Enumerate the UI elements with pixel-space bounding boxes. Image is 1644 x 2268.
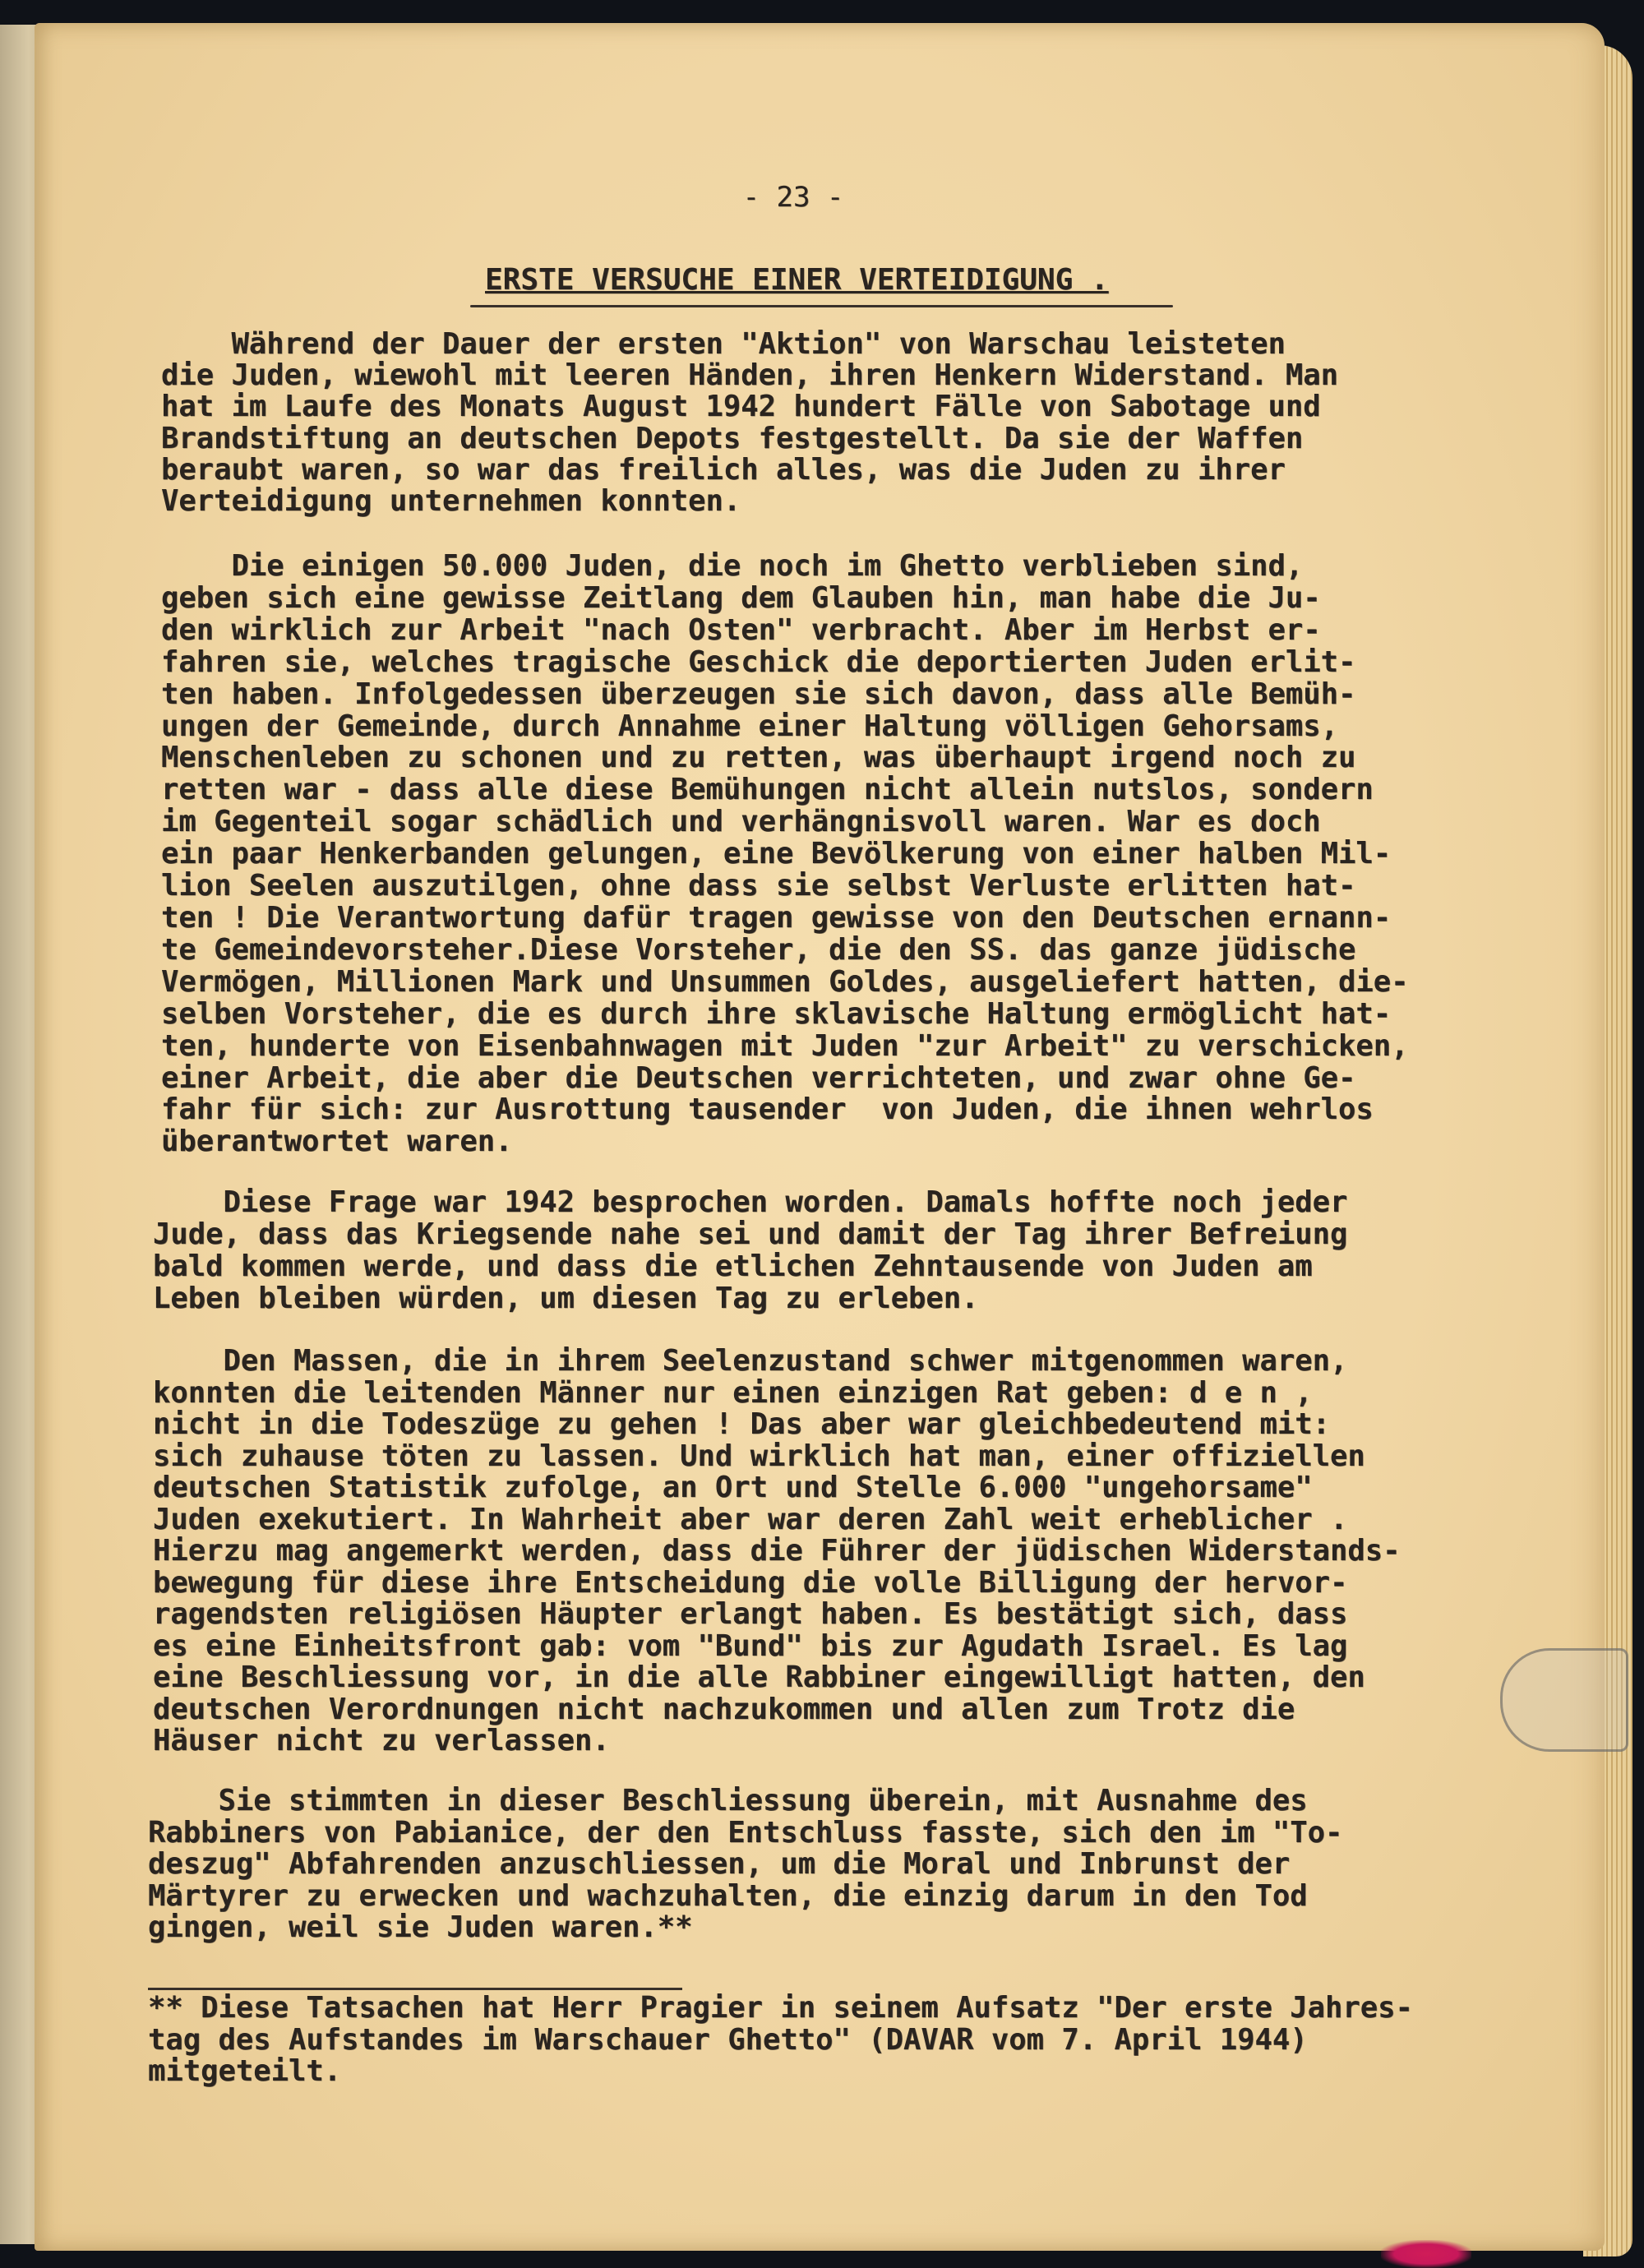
page-number: - 23 - — [742, 181, 844, 214]
heading-underline — [470, 305, 1173, 307]
page-clip — [1500, 1648, 1628, 1752]
section-heading: ERSTE VERSUCHE EINER VERTEIDIGUNG . — [485, 263, 1109, 297]
paragraph-5: Sie stimmten in dieser Beschliessung überein, mit Ausnahme des Rabbiners von Pabianice, der den Entschluss fasste, sich den im "To- deszug" Abfahrenden anzuschliessen, um die Moral und Inbrunst der Märtyrer zu erwecken und wachzuhalten, die einzig darum in den Tod gingen, weil sie Juden waren.** — [148, 1784, 1343, 1944]
footnote: ** Diese Tatsachen hat Herr Pragier in seinem Aufsatz "Der erste Jahres- tag des Aufstandes im Warschauer Ghetto" (DAVAR vom 7. April 1944) mitgeteilt. — [148, 1991, 1413, 2088]
paragraph-1: Während der Dauer der ersten "Aktion" von Warschau leisteten die Juden, wiewohl mit leeren Händen, ihren Henkern Widerstand. Man hat im Laufe des Monats August 1942 hundert Fälle von Sabotage und Brandstiftung an deutschen Depots festgestellt. Da sie der Waffen beraubt waren, so war das freilich alles, was die Juden zu ihrer Verteidigung unternehmen konnten. — [161, 327, 1338, 519]
footnote-separator — [148, 1988, 682, 1990]
paragraph-2: Die einigen 50.000 Juden, die noch im Ghetto verblieben sind, geben sich eine gewisse Zeitlang dem Glauben hin, man habe die Ju- den wirklich zur Arbeit "nach Osten" verbracht. Aber im Herbst er- fahren sie, welches tragische Geschick die deportierten Juden erlit- ten haben. Infolgedessen überzeugen sie sich davon, dass alle Bemüh- ungen der Gemeinde, durch Annahme einer Haltung völligen Gehorsams, Menschenleben zu schonen und zu retten, was überhaupt irgend noch zu retten war - dass alle diese Bemühungen nicht allein nutslos, sondern im Gegenteil sogar schädlich und verhängnisvoll waren. War es doch ein paar Henkerbanden gelungen, eine Bevölkerung von einer halben Mil- lion Seelen auszutilgen, ohne dass sie selbst Verluste erlitten hat- ten ! Die Verantwortung dafür tragen gewisse von den Deutschen ernann- te Gemeindevorsteher.Diese Vorsteher, die den SS. das ganze jüdische Vermögen, Millionen Mark und Unsummen Goldes, ausgeliefert hatten, die- selben Vorsteher, die es durch ihre sklavische Haltung ermöglicht hat- ten, hunderte von Eisenbahnwagen mit Juden "zur Arbeit" zu verschicken, einer Arbeit, die aber die Deutschen verrichteten, und zwar ohne Ge- fahr für sich: zur Ausrottung tausender von Juden, die ihnen wehrlos überantwortet waren. — [161, 549, 1409, 1159]
paragraph-3: Diese Frage war 1942 besprochen worden. Damals hoffte noch jeder Jude, dass das Kriegsende nahe sei und damit der Tag ihrer Befreiung bald kommen werde, und dass die etlichen Zehntausende von Juden am Leben bleiben würden, um diesen Tag zu erleben. — [153, 1185, 1348, 1315]
ink-stain — [1381, 2240, 1471, 2268]
paragraph-4: Den Massen, die in ihrem Seelenzustand schwer mitgenommen waren, konnten die leitenden Männer nur einen einzigen Rat geben: d e n , nicht in die Todeszüge zu gehen ! Das aber war gleichbedeutend mit: sich zuhause töten zu lassen. Und wirklich hat man, einer offiziellen deutschen Statistik zufolge, an Ort und Stelle 6.000 "ungehorsame" Juden exekutiert. In Wahrheit aber war deren Zahl weit erheblicher . Hierzu mag angemerkt werden, dass die Führer der jüdischen Widerstands- bewegung für diese ihre Entscheidung die volle Billigung der hervor- ragendsten religiösen Häupter erlangt haben. Es bestätigt sich, dass es eine Einheitsfront gab: vom "Bund" bis zur Agudath Israel. Es lag eine Beschliessung vor, in die alle Rabbiner eingewilligt hatten, den deutschen Verordnungen nicht nachzukommen und allen zum Trotz die Häuser nicht zu verlassen. — [153, 1344, 1401, 1758]
